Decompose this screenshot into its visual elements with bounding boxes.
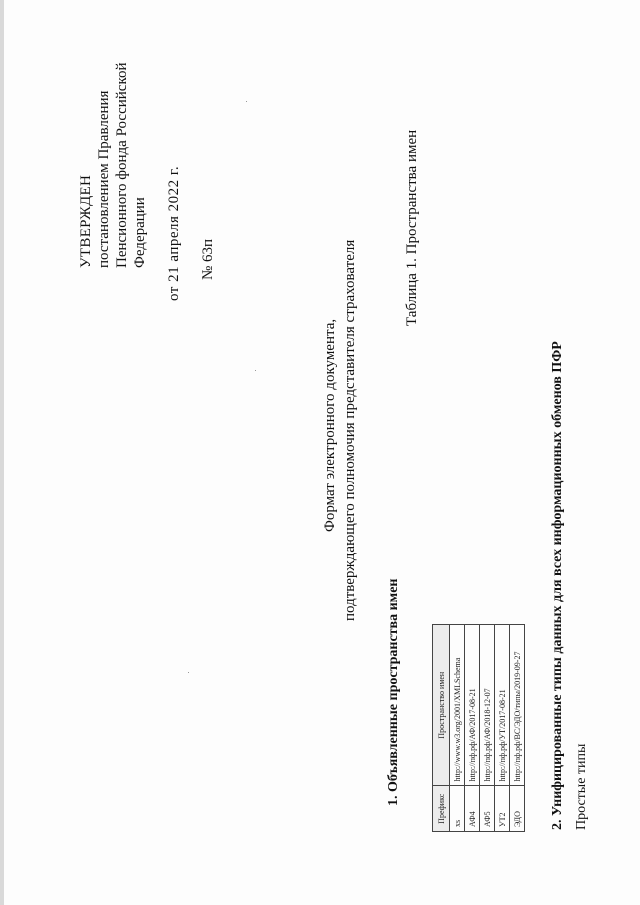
prefix-cell: АФ4 [465, 786, 480, 832]
namespaces-table [432, 624, 525, 832]
approval-title: УТВЕРЖДЕН [78, 174, 94, 268]
section-1-heading: 1. Объявленные пространства имен [386, 578, 401, 806]
approval-line-3: Федерации [132, 197, 148, 268]
approval-number: № 63п [200, 238, 216, 280]
prefix-cell: xs [450, 786, 465, 832]
scan-speck [188, 672, 189, 673]
document-title-line-1: Формат электронного документа, [322, 318, 338, 532]
document-title-line-2: подтверждающего полномочия представителя страхователя [342, 239, 358, 621]
table-row [495, 625, 510, 832]
approval-line-2: Пенсионного фонда Российской [114, 62, 130, 268]
table-caption: Таблица 1. Пространства имен [404, 129, 420, 326]
table-row [465, 625, 480, 832]
prefix-cell: УТ2 [495, 786, 510, 832]
section-2-heading: 2. Унифицированные типы данных для всех информационных обменов ПФР [550, 341, 565, 830]
table-header-row [433, 625, 450, 832]
scan-speck [255, 370, 256, 371]
uri-cell: http://www.w3.org/2001/XMLSchema [450, 625, 465, 786]
prefix-cell: ЭДО [510, 786, 525, 832]
table-row [510, 625, 525, 832]
prefix-cell: АФ5 [480, 786, 495, 832]
approval-line-1: постановлением Правления [96, 90, 112, 268]
approval-date: от 21 апреля 2022 г. [166, 165, 182, 301]
header-prefix: Префикс [433, 786, 450, 832]
table-row [480, 625, 495, 832]
section-2-subheading: Простые типы [574, 743, 589, 830]
uri-cell: http://пф.рф/УТ/2017-08-21 [495, 625, 510, 786]
header-namespace: Пространство имен [433, 625, 450, 786]
uri-cell: http://пф.рф/ВС/ЭДО/типы/2019-09-27 [510, 625, 525, 786]
namespaces-table-wrapper [432, 624, 525, 832]
scan-speck [246, 101, 247, 102]
table-row [450, 625, 465, 832]
scan-edge [0, 0, 4, 905]
uri-cell: http://пф.рф/АФ/2018-12-07 [480, 625, 495, 786]
uri-cell: http://пф.рф/АФ/2017-08-21 [465, 625, 480, 786]
